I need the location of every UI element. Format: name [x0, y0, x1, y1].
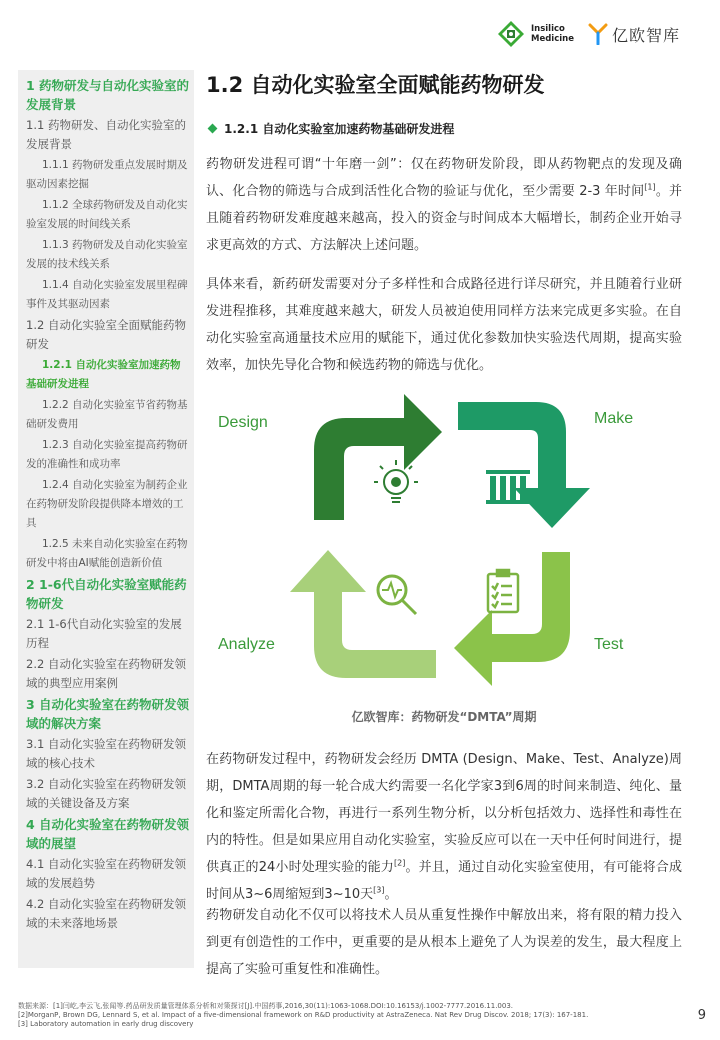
- footnote-ref-1: [1]: [644, 182, 656, 192]
- toc-item[interactable]: 4.1 自动化实验室在药物研发领域的发展趋势: [26, 857, 186, 890]
- toc-item[interactable]: 3 自动化实验室在药物研发领域的解决方案: [26, 697, 190, 731]
- toc-item[interactable]: 3.1 自动化实验室在药物研发领域的核心技术: [26, 737, 186, 770]
- insilico-mark-icon: [497, 20, 525, 48]
- paragraph-1: [206, 151, 682, 259]
- magnifier-pulse-icon: [378, 576, 416, 614]
- yiou-logo: [588, 23, 680, 46]
- toc-item[interactable]: 1.2.3 自动化实验室提高药物研发的准确性和成功率: [26, 439, 188, 470]
- header-logos: [497, 14, 680, 54]
- paragraph-4: 药物研发自动化不仅可以将技术人员从重复性操作中解放出来，将有限的精力投入到更有创造性的工作中，更重要的是从根本上避免了人为误差的发生，最大程度上提高了实验可重复性和准确性。: [206, 908, 682, 977]
- section-heading: [206, 120, 682, 137]
- test-tubes-icon: [486, 470, 530, 504]
- toc-item[interactable]: 1.2 自动化实验室全面赋能药物研发: [26, 318, 186, 351]
- dmta-cycle-diagram: [206, 380, 682, 700]
- paragraph-2: 具体来看，新药研发需要对分子多样性和合成路径进行详尽研究，并且随着行业研发进程推移，其难度越来越大，研发人员被迫使用同样方法来完成更多实验。在自动化实验室高通量技术应用的赋能下，通过优化参数加快实验迭代周期，提高实验效率，加快先导化合物和候选药物的筛选与优化。: [206, 277, 682, 373]
- toc-item[interactable]: 1.1 药物研发、自动化实验室的发展背景: [26, 118, 186, 151]
- footnote-2: [2]MorganP, Brown DG, Lennard S, et al. Impact of a five-dimensional framework on R&D productivity at AstraZeneca. Nat Rev Drug Discov. 2018; 17(3): 167-181.: [18, 1011, 589, 1019]
- clipboard-checklist-icon: [488, 570, 518, 612]
- main-content: [206, 70, 682, 379]
- make-arrow: [458, 402, 590, 528]
- footnotes: [18, 1002, 658, 1029]
- p1-text-b: 。并且随着药物研发难度越来越高，投入的资金与时间成本大幅增长，制药企业开始寻求更高效的方式、方法解决上述问题。: [206, 184, 682, 253]
- toc-item[interactable]: 1.2.5 未来自动化实验室在药物研发中将由AI赋能创造新价值: [26, 538, 188, 569]
- insilico-logo: [497, 20, 574, 48]
- footnote-3: [3] Laboratory automation in early drug discovery: [18, 1020, 194, 1028]
- toc-item[interactable]: 1.1.4 自动化实验室发展里程碑事件及其驱动因素: [26, 279, 188, 310]
- toc-item[interactable]: 4.2 自动化实验室在药物研发领域的未来落地场景: [26, 897, 186, 930]
- toc-item[interactable]: 1.2.4 自动化实验室为制药企业在药物研发阶段提供降本增效的工具: [26, 479, 188, 529]
- test-label: Test: [594, 636, 624, 653]
- toc-item[interactable]: 1.2.1 自动化实验室加速药物基础研发进程: [26, 359, 181, 390]
- lightbulb-icon: [374, 460, 418, 502]
- yiou-mark-icon: [588, 23, 608, 45]
- footnote-ref-3: [3]: [373, 885, 385, 895]
- analyze-label: Analyze: [218, 636, 275, 653]
- section-heading-text: 1.2.1 自动化实验室加速药物基础研发进程: [224, 122, 455, 136]
- diamond-bullet-icon: [208, 124, 218, 134]
- toc-item[interactable]: 1.1.2 全球药物研发及自动化实验室发展的时间线关系: [26, 199, 188, 230]
- figure-caption: 亿欧智库：药物研发“DMTA”周期: [351, 710, 537, 724]
- insilico-line2: Medicine: [530, 34, 574, 44]
- toc-item[interactable]: 1 药物研发与自动化实验室的发展背景: [26, 78, 190, 112]
- toc-item[interactable]: 2.2 自动化实验室在药物研发领域的典型应用案例: [26, 657, 186, 690]
- p1-text-a: 药物研发进程可谓“十年磨一剑”：仅在药物研发阶段，即从药物靶点的发现及确认、化合物的筛选与合成到活性化合物的验证与优化，至少需要 2-3 年时间: [206, 157, 682, 199]
- p3-text-b: 。并且，通过自动化实验室使用，有可能将合成时间从3~6周缩短到3~10天: [206, 860, 682, 902]
- make-label: Make: [594, 410, 634, 427]
- paragraph-3: [206, 746, 682, 908]
- toc-item[interactable]: 2.1 1-6代自动化实验室的发展历程: [26, 617, 182, 650]
- test-arrow: [454, 552, 570, 686]
- toc-item[interactable]: 1.2.2 自动化实验室节省药物基础研发费用: [26, 399, 188, 430]
- page-number: 9: [697, 1008, 706, 1023]
- design-label: Design: [218, 414, 268, 431]
- yiou-text: 亿欧智库: [611, 25, 680, 45]
- page-title: 1.2 自动化实验室全面赋能药物研发: [206, 73, 545, 97]
- footnote-ref-2: [2]: [393, 858, 406, 868]
- toc-item[interactable]: 1.1.3 药物研发及自动化实验室发展的技术线关系: [26, 239, 188, 270]
- toc-item[interactable]: 3.2 自动化实验室在药物研发领域的关键设备及方案: [26, 777, 186, 810]
- design-arrow: [314, 394, 442, 520]
- footnote-1: 数据来源：[1]闫屹,李云飞,张闻等.药品研发质量管理体系分析和对策探讨[J].中国药事,2016,30(11):1063-1068.DOI:10.16153/j.1002-7777.2016.11.003.: [18, 1002, 514, 1010]
- toc-item[interactable]: 2 1-6代自动化实验室赋能药物研发: [26, 577, 187, 611]
- p3-text-a: 在药物研发过程中，药物研发会经历 DMTA (Design、Make、Test、Analyze)周期，DMTA周期的每一轮合成大约需要一名化学家3到6周的时间来制造、纯化、量化和鉴定所需化合物，再进行一系列生物分析，以分析包括效力、选择性和毒性在内的特性。但是如果应用自动化实验室，实验反应可以在一天中任何时间进行，提供真正的24小时处理实验的能力: [206, 752, 682, 875]
- toc-item[interactable]: 1.1.1 药物研发重点发展时期及驱动因素挖掘: [26, 159, 188, 190]
- toc-sidebar: [18, 70, 194, 968]
- insilico-line1: Insilico: [530, 24, 565, 34]
- p3-text-c: 。: [384, 887, 398, 902]
- toc-item[interactable]: 4 自动化实验室在药物研发领域的展望: [26, 817, 190, 851]
